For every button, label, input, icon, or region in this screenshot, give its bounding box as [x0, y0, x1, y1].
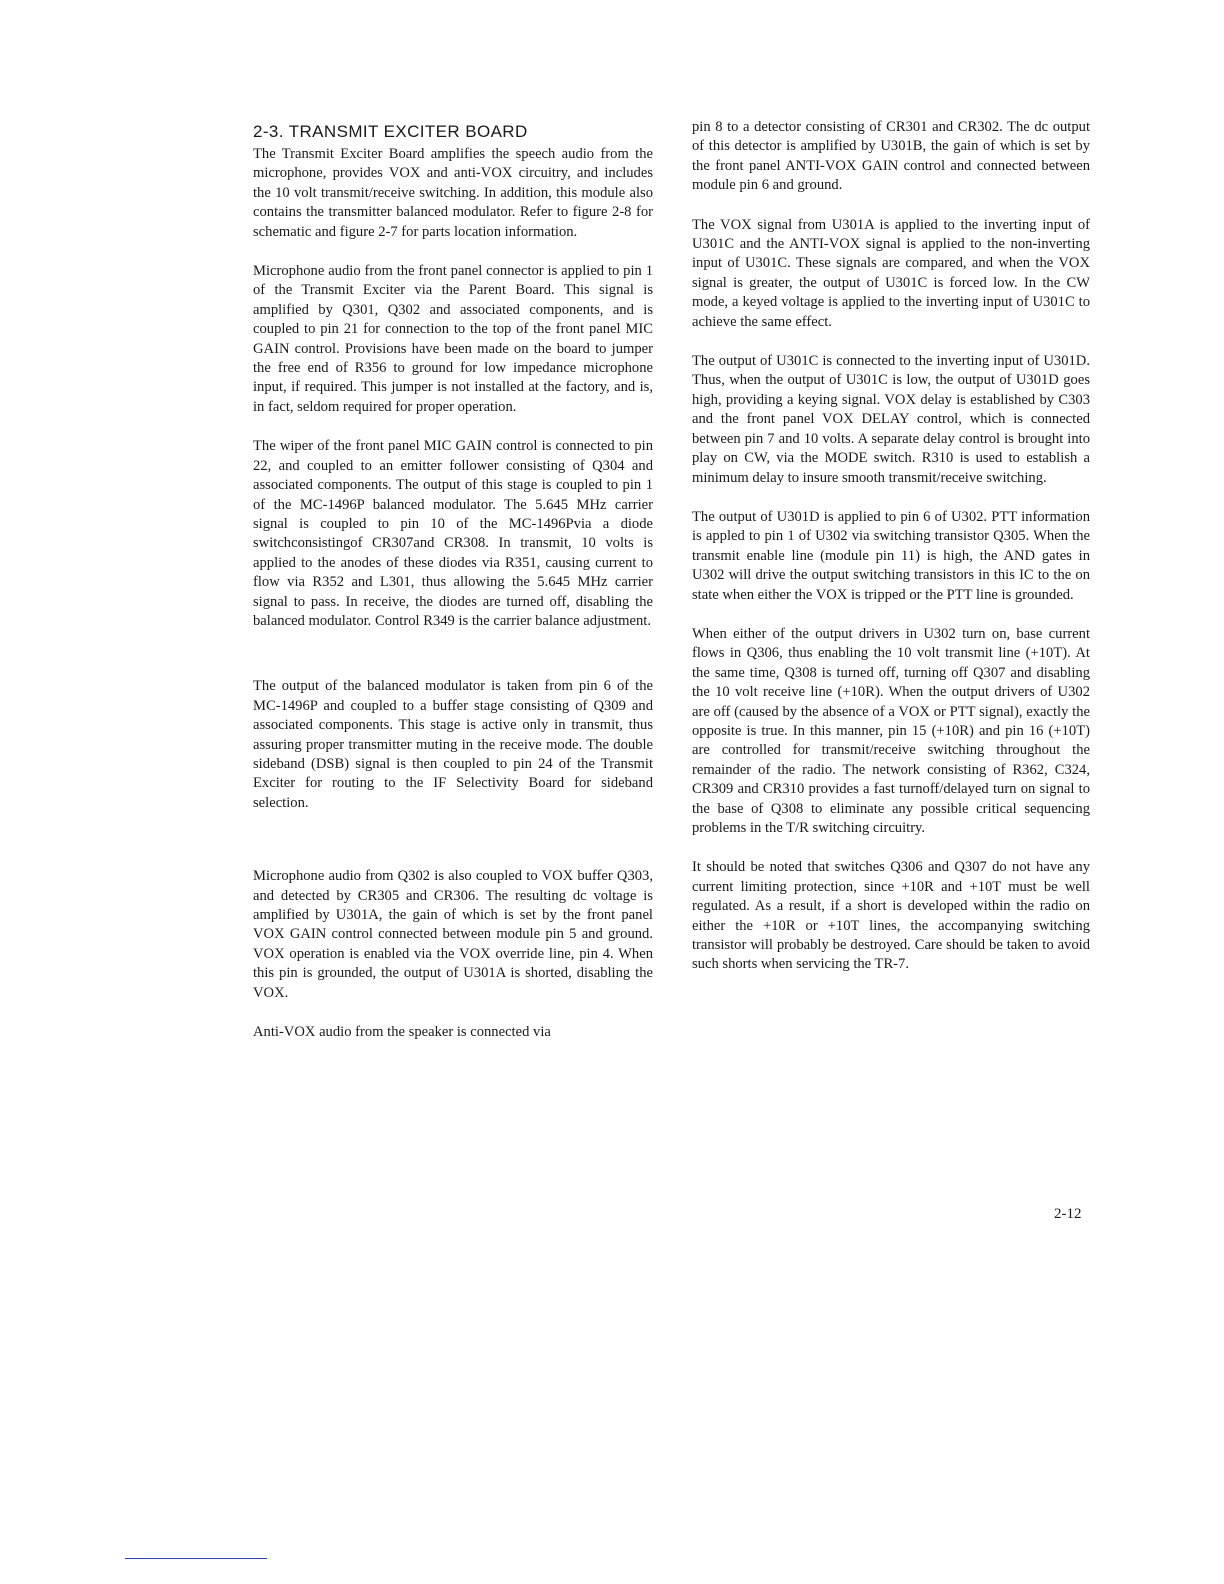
right-column	[692, 118, 1090, 995]
paragraph-ptt: The output of U301D is applied to pin 6 of U302. PTT information is appled to pin 1 of U302 via switching transistor Q305. When the transmit enable line (module pin 11) is high, the AND gates in U302 will drive the output switching transistors in this IC to the on state when either the VOX is tripped or the PTT line is grounded.	[692, 508, 1090, 603]
section-heading: 2-3. TRANSMIT EXCITER BOARD	[253, 122, 528, 141]
paragraph-output-drivers: When either of the output drivers in U302 turn on, base current flows in Q306, thus enabling the 10 volt transmit line (+10T). At the same time, Q308 is turned off, turning off Q307 and disabling the 10 volt receive line (+10R). When the output drivers of U302 are off (caused by the absence of a VOX or PTT signal), exactly the opposite is true. In this manner, pin 15 (+10R) and pin 16 (+10T) are controlled for transmit/receive switching throughout the remainder of the radio. The network consisting of R362, C324, CR309 and CR310 provides a fast turnoff/delayed turn on signal to the base of Q308 to eliminate any possible critical sequencing problems in the T/R switching circuitry.	[692, 625, 1090, 836]
paragraph-intro: The Transmit Exciter Board amplifies the speech audio from the microphone, provides VOX and anti-VOX circuitry, and includes the 10 volt transmit/receive switching. In addition, this module also contains the transmitter balanced modulator. Refer to figure 2-8 for schematic and figure 2-7 for parts location information.	[253, 146, 653, 240]
paragraph-mic-gain-wiper: The wiper of the front panel MIC GAIN control is connected to pin 22, and coupled to an emitter follower consisting of Q304 and associated components. The output of this stage is coupled to pin 1 of the MC-1496P balanced modulator. The 5.645 MHz carrier signal is coupled to pin 10 of the MC-1496Pvia a diode switchconsistingof CR307and CR308. In transmit, 10 volts is applied to the anodes of these diodes via R351, causing current to flow via R352 and L301, thus allowing the 5.645 MHz carrier signal to pass. In receive, the diodes are turned off, disabling the balanced modulator. Control R349 is the carrier balance adjustment.	[253, 438, 653, 629]
paragraph-anti-vox-detector: pin 8 to a detector consisting of CR301 and CR302. The dc output of this detector is amplified by U301B, the gain of which is set by the front panel ANTI-VOX GAIN control and connected between module pin 6 and ground.	[692, 119, 1090, 194]
paragraph-switch-warning: It should be noted that switches Q306 and Q307 do not have any current limiting protection, since +10R and +10T must be well regulated. As a result, if a short is developed within the radio on either the +10R or +10T lines, the accompanying switching transistor will probably be destroyed. Care should be taken to avoid such shorts when servicing the TR-7.	[692, 859, 1090, 973]
paragraph-anti-vox-start: Anti-VOX audio from the speaker is connected via	[253, 1024, 551, 1041]
paragraph-vox-buffer: Microphone audio from Q302 is also coupled to VOX buffer Q303, and detected by CR305 and CR306. The resulting dc voltage is amplified by U301A, the gain of which is set by the front panel VOX GAIN control connected between module pin 5 and ground. VOX operation is enabled via the VOX override line, pin 4. When this pin is grounded, the output of U301A is shorted, disabling the VOX.	[253, 868, 653, 1001]
paragraph-vox-compare: The VOX signal from U301A is applied to the inverting input of U301C and the ANTI-VOX signal is applied to the non-inverting input of U301C. These signals are compared, and when the VOX signal is greater, the output of U301C is forced low. In the CW mode, a keyed voltage is applied to the inverting input of U301C to achieve the same effect.	[692, 216, 1090, 330]
footnote-divider	[125, 1558, 267, 1559]
paragraph-vox-delay: The output of U301C is connected to the inverting input of U301D. Thus, when the output of U301C is low, the output of U301D goes high, providing a keying signal. VOX delay is established by C303 and the front panel VOX DELAY control, which is connected between pin 7 and 10 volts. A separate delay control is brought into play on CW, via the MODE switch. R310 is used to establish a minimum delay to insure smooth transmit/receive switching.	[692, 353, 1090, 486]
spacer	[253, 833, 653, 867]
page-number: 2-12	[1054, 1206, 1082, 1222]
paragraph-mic-audio: Microphone audio from the front panel connector is applied to pin 1 of the Transmit Exciter via the Parent Board. This signal is amplified by Q301, Q302 and associated components, and is coupled to pin 21 for connection to the top of the front panel MIC GAIN control. Provisions have been made on the board to jumper the free end of R356 to ground for low impedance microphone input, if required. This jumper is not installed at the factory, and is, in fact, seldom required for proper operation.	[253, 263, 653, 415]
left-column	[253, 118, 653, 1062]
paragraph-balanced-modulator-output: The output of the balanced modulator is taken from pin 6 of the MC-1496P and coupled to a buffer stage consisting of Q309 and associated components. This stage is active only in transmit, thus assuring proper transmitter muting in the receive mode. The double sideband (DSB) signal is then coupled to pin 24 of the Transmit Exciter for routing to the IF Selectivity Board for sideband selection.	[253, 678, 653, 811]
spacer	[253, 651, 653, 677]
